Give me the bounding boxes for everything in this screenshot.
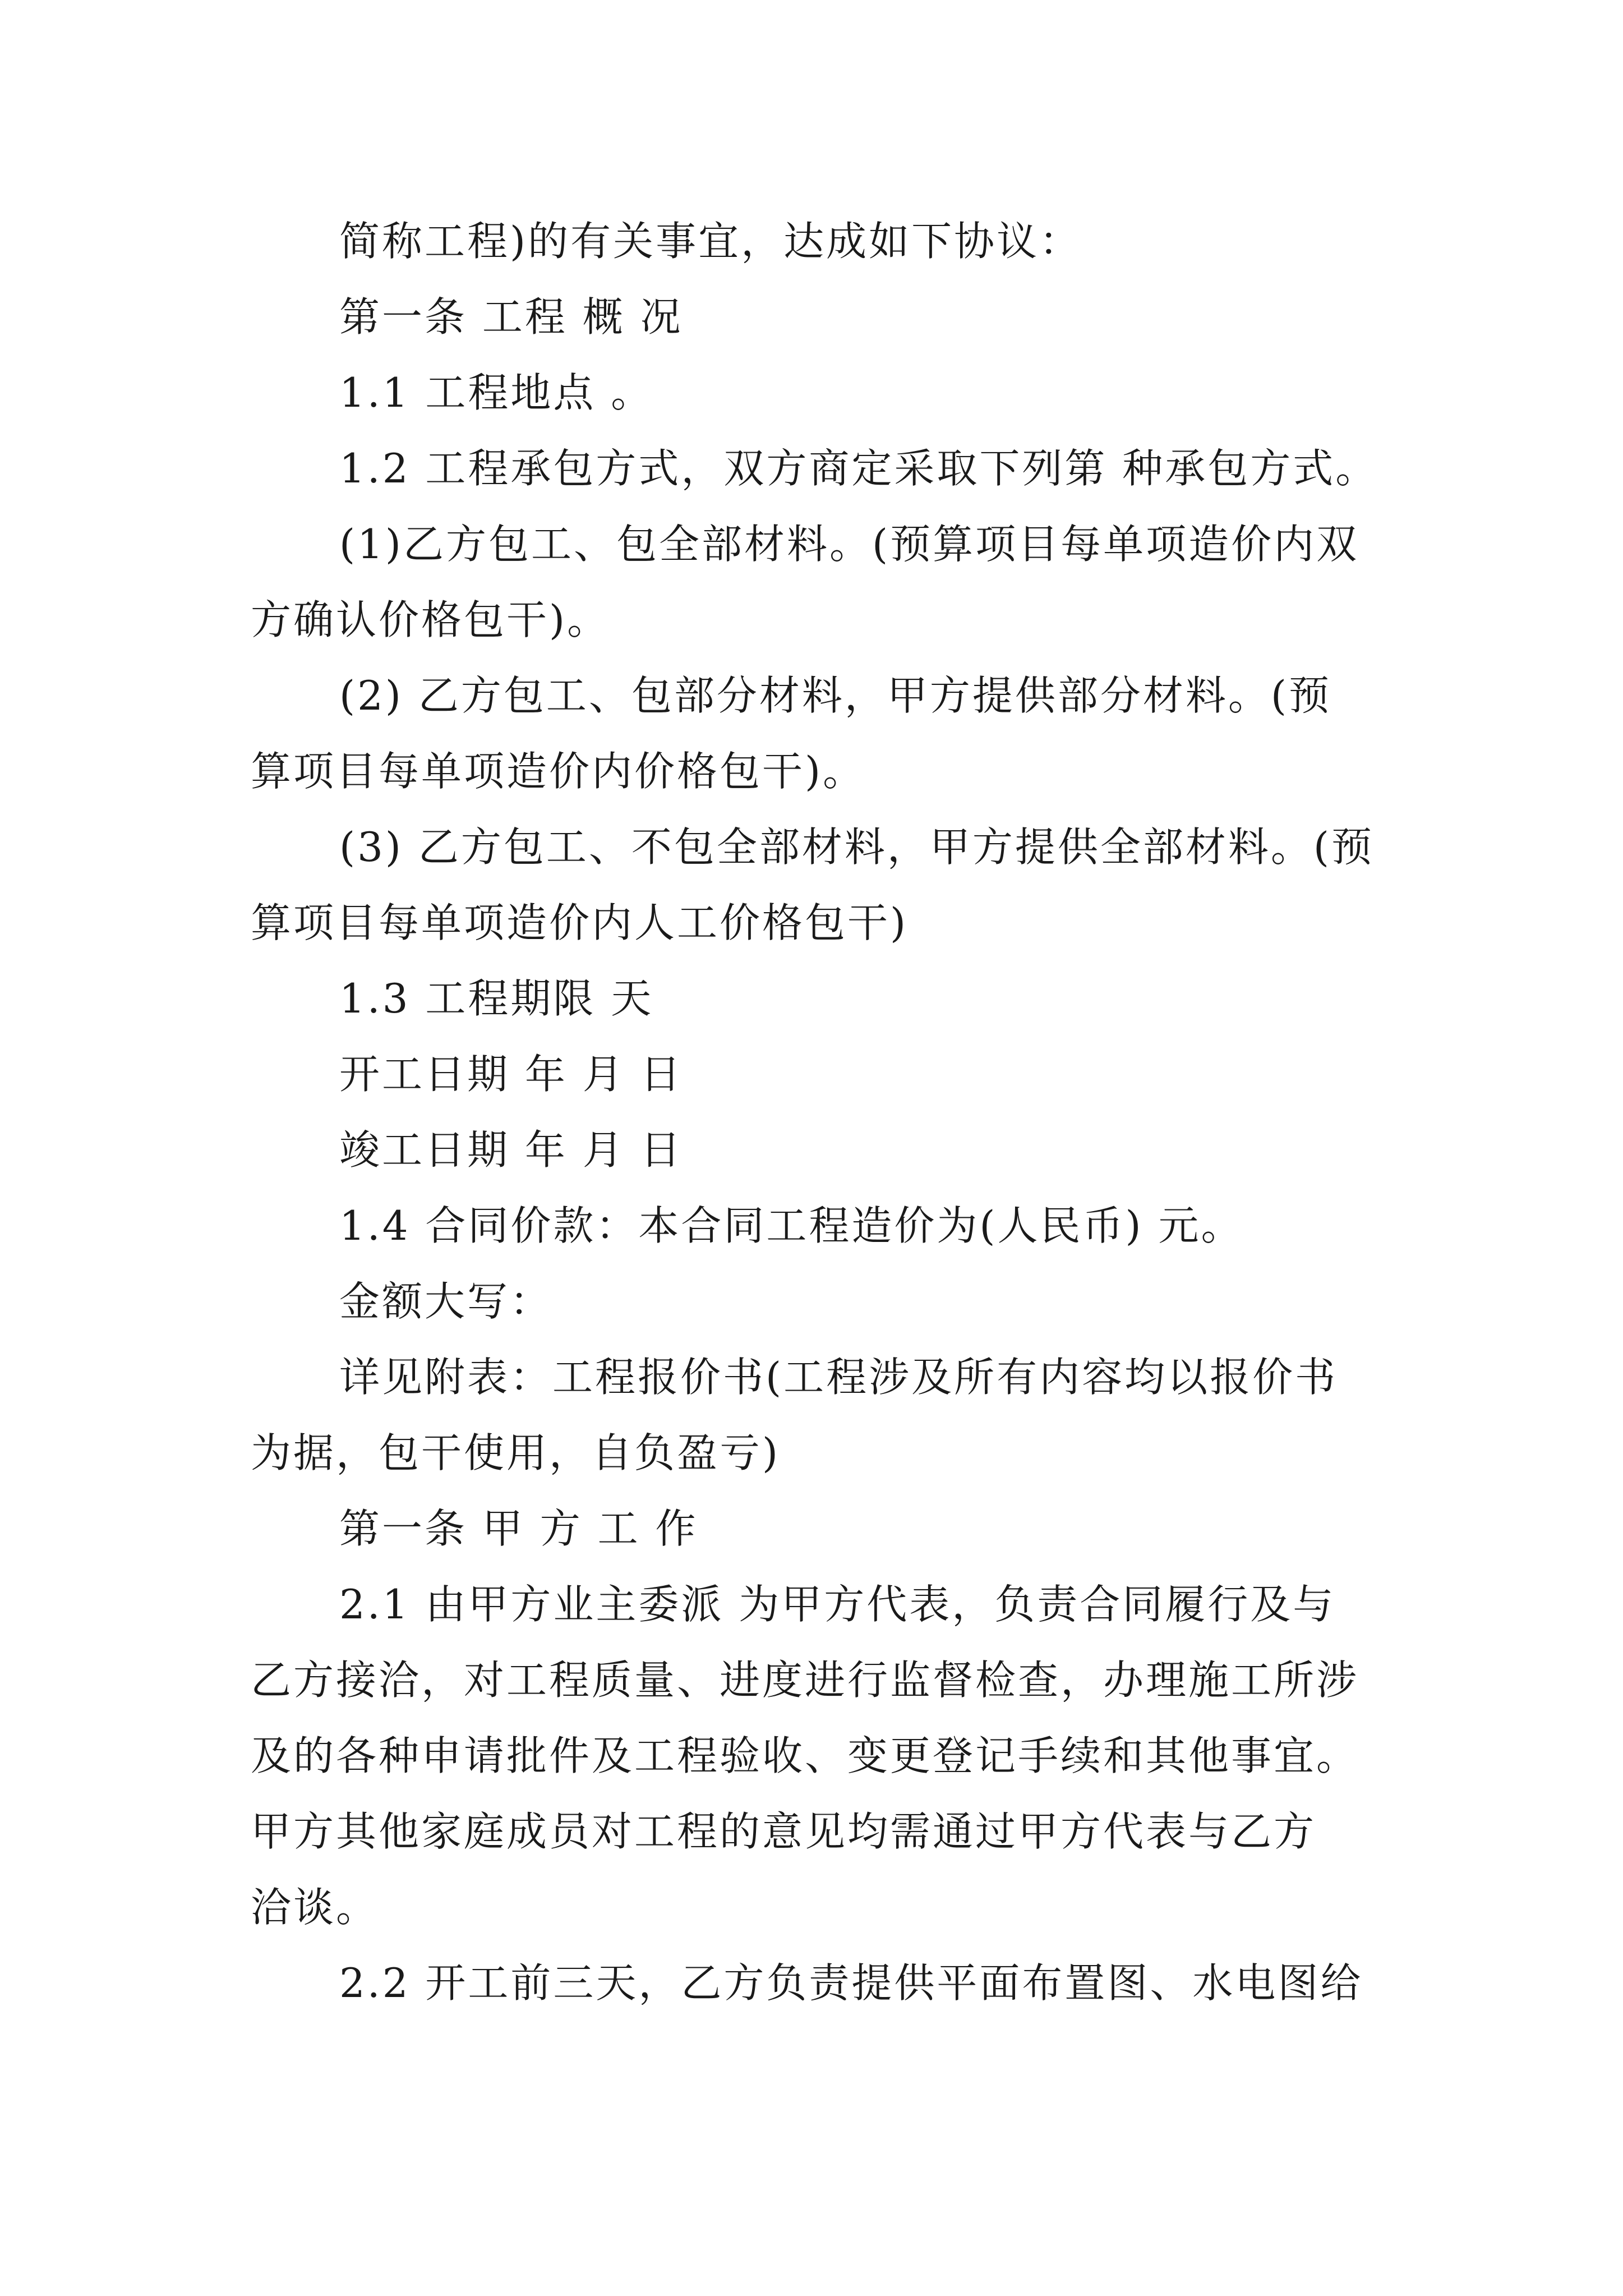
text-line: (1)乙方包工、包全部材料。(预算项目每单项造价内双	[339, 521, 1359, 568]
text-line: 方确认价格包干)。	[251, 596, 610, 643]
text-line: (2) 乙方包工、包部分材料，甲方提供部分材料。(预	[339, 672, 1331, 719]
section-heading: 第一条 甲 方 工 作	[339, 1505, 698, 1552]
text-line: 甲方其他家庭成员对工程的意见均需通过甲方代表与乙方	[251, 1808, 1317, 1855]
text-line: 1.2 工程承包方式，双方商定采取下列第 种承包方式。	[339, 445, 1378, 492]
text-line: 乙方接洽，对工程质量、进度进行监督检查，办理施工所涉	[251, 1657, 1359, 1704]
text-line: 算项目每单项造价内人工价格包干)	[251, 899, 909, 946]
text-line: 算项目每单项造价内价格包干)。	[251, 748, 866, 795]
text-line: 竣工日期 年 月 日	[339, 1126, 683, 1174]
text-line: 2.2 开工前三天，乙方负责提供平面布置图、水电图给	[339, 1959, 1363, 2007]
text-line: 金额大写：	[339, 1278, 553, 1325]
text-line: 为据，包干使用，自负盈亏)	[251, 1429, 781, 1476]
text-line: 2.1 由甲方业主委派 为甲方代表，负责合同履行及与	[339, 1581, 1336, 1628]
text-line: 1.1 工程地点 。	[339, 369, 654, 416]
text-line: 及的各种申请批件及工程验收、变更登记手续和其他事宜。	[251, 1732, 1359, 1779]
text-line: 开工日期 年 月 日	[339, 1051, 683, 1098]
text-line: (3) 乙方包工、不包全部材料，甲方提供全部材料。(预	[339, 823, 1374, 871]
text-line: 1.4 合同价款：本合同工程造价为(人民币) 元。	[339, 1202, 1244, 1249]
text-line: 1.3 工程期限 天	[339, 975, 654, 1022]
text-line: 详见附表：工程报价书(工程涉及所有内容均以报价书	[339, 1354, 1338, 1401]
section-heading: 第一条 工程 概 况	[339, 293, 683, 341]
text-line: 洽谈。	[251, 1884, 379, 1931]
text-line: 简称工程)的有关事宜，达成如下协议：	[339, 218, 1082, 265]
